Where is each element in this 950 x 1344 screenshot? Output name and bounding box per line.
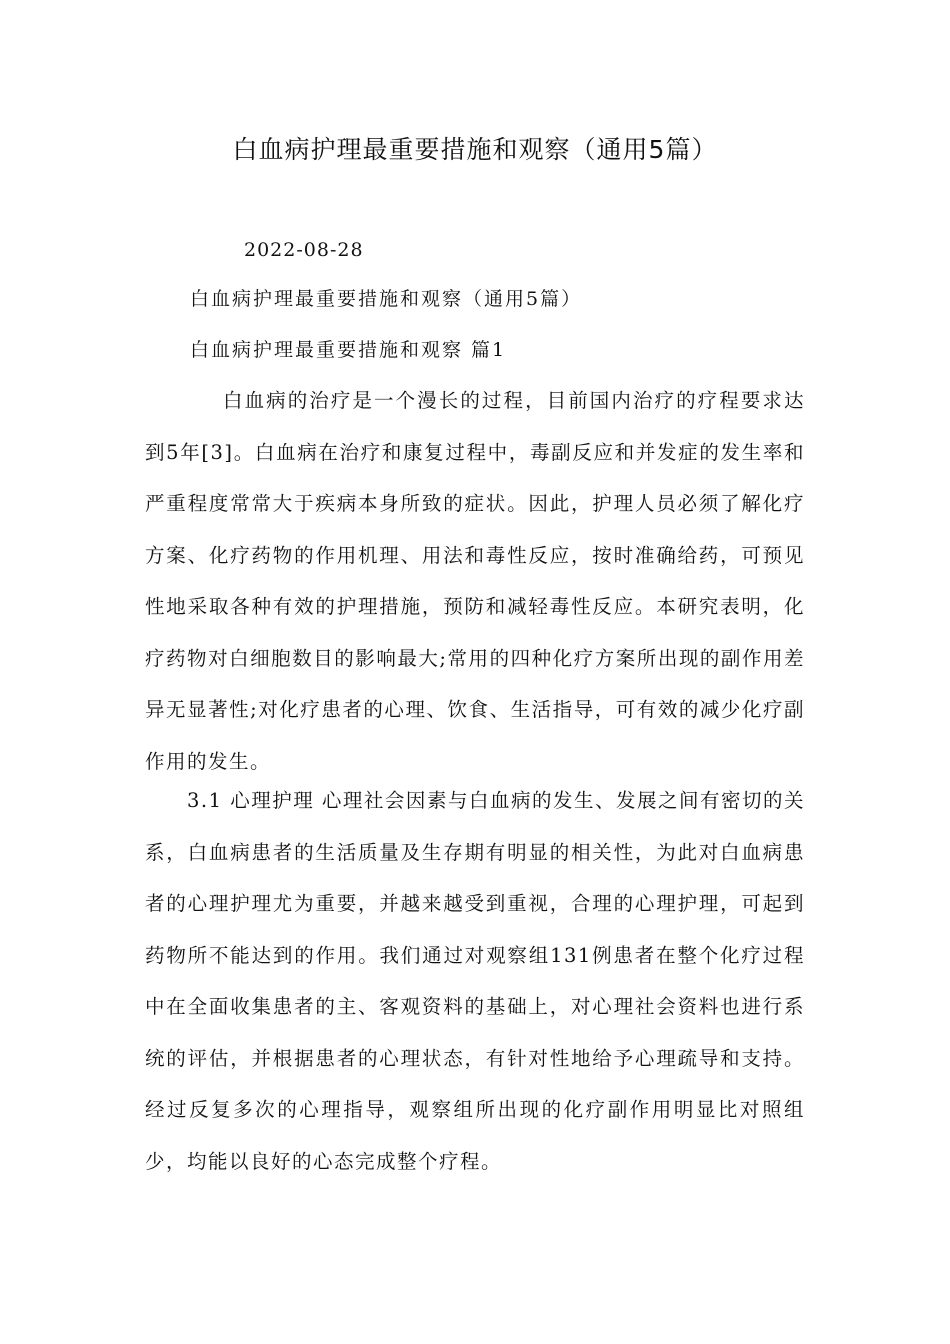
body-paragraph-1: 白血病的治疗是一个漫长的过程，目前国内治疗的疗程要求达到5年[3]。白血病在治疗和康复过程中，毒副反应和并发症的发生率和严重程度常常大于疾病本身所致的症状。因此，护理人员必须了解化疗方案、化疗药物的作用机理、用法和毒性反应，按时准确给药，可预见性地采取各种有效的护理措施，预防和减轻毒性反应。本研究表明，化疗药物对白细胞数目的影响最大;常用的四种化疗方案所出现的副作用差异无显著性;对化疗患者的心理、饮食、生活指导，可有效的减少化疗副作用的发生。 <box>145 389 805 773</box>
section-heading: 白血病护理最重要措施和观察 篇1 <box>190 339 507 361</box>
document-date: 2022-08-28 <box>244 239 364 261</box>
document-subtitle: 白血病护理最重要措施和观察（通用5篇） <box>190 288 583 310</box>
body-paragraph-2: 3.1 心理护理 心理社会因素与白血病的发生、发展之间有密切的关系，白血病患者的生活质量及生存期有明显的相关性，为此对白血病患者的心理护理尤为重要，并越来越受到重视，合理的心理护理，可起到药物所不能达到的作用。我们通过对观察组131例患者在整个化疗过程中在全面收集患者的主、客观资料的基础上，对心理社会资料也进行系统的评估，并根据患者的心理状态，有针对性地给予心理疏导和支持。经过反复多次的心理指导，观察组所出现的化疗副作用明显比对照组少，均能以良好的心态完成整个疗程。 <box>145 789 805 1173</box>
document-title: 白血病护理最重要措施和观察（通用5篇） <box>232 135 718 164</box>
